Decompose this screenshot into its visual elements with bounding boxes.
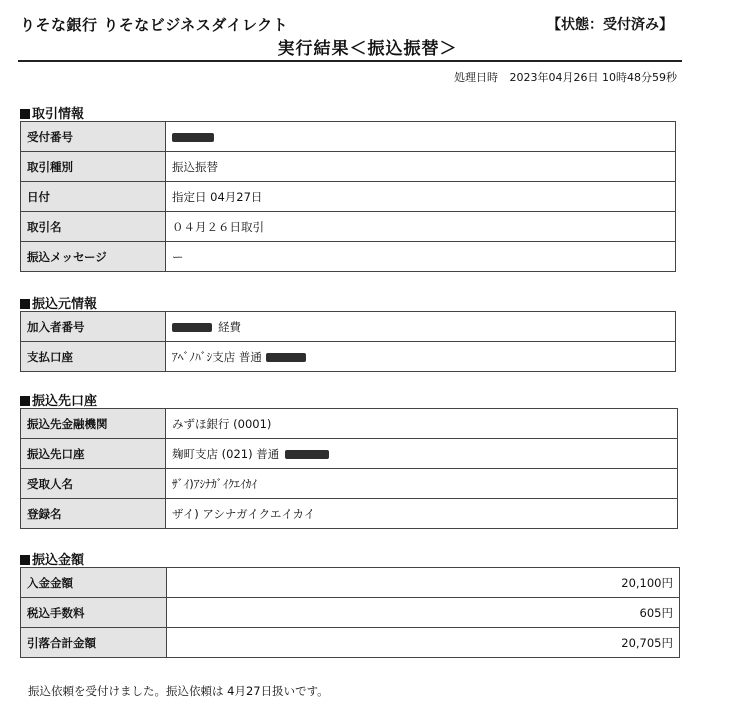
section-heading-destination: 振込先口座 (20, 390, 97, 409)
row-value: 605円 (167, 598, 680, 628)
processed-datetime (446, 69, 677, 85)
square-bullet-icon (20, 396, 30, 406)
processed-label: 処理日時 (454, 71, 499, 84)
table-row (21, 312, 676, 342)
row-label: 加入者番号 (21, 312, 166, 342)
subscriber-number-value: 経費 (166, 312, 676, 342)
destination-account-value: 麹町支店 (021) 普通 (166, 439, 678, 469)
row-value: 20,705円 (167, 628, 680, 658)
redacted-block (266, 353, 306, 362)
row-label: 振込先口座 (21, 439, 166, 469)
row-value: ０４月２６日取引 (166, 212, 676, 242)
table-row (21, 182, 676, 212)
table-row (21, 152, 676, 182)
destination-table (20, 408, 678, 529)
row-label: 受取人名 (21, 469, 166, 499)
row-value: ー (166, 242, 676, 272)
row-label: 取引名 (21, 212, 166, 242)
source-table (20, 311, 676, 372)
table-row (21, 439, 678, 469)
status-badge: 【状態：受付済み】 (547, 17, 673, 33)
row-label: 日付 (21, 182, 166, 212)
square-bullet-icon (20, 299, 30, 309)
row-label: 税込手数料 (21, 598, 167, 628)
row-value: 20,100円 (167, 568, 680, 598)
title-divider (18, 60, 682, 62)
section-heading-amount: 振込金額 (20, 549, 84, 568)
row-label: 登録名 (21, 499, 166, 529)
row-label: 振込先金融機関 (21, 409, 166, 439)
transaction-table (20, 121, 676, 272)
table-row (21, 568, 680, 598)
table-row (21, 598, 680, 628)
redacted-block (172, 133, 214, 142)
table-row (21, 242, 676, 272)
square-bullet-icon (20, 555, 30, 565)
table-row (21, 409, 678, 439)
row-value: 指定日 04月27日 (166, 182, 676, 212)
row-label: 引落合計金額 (21, 628, 167, 658)
row-label: 受付番号 (21, 122, 166, 152)
redacted-block (285, 450, 329, 459)
row-label: 入金金額 (21, 568, 167, 598)
redacted-block (172, 323, 212, 332)
row-value: ザイ) アシナガイクエイカイ (166, 499, 678, 529)
row-label: 振込メッセージ (21, 242, 166, 272)
table-row (21, 342, 676, 372)
receipt-number-value (166, 122, 676, 152)
table-row (21, 469, 678, 499)
row-value: みずほ銀行 (0001) (166, 409, 678, 439)
row-label: 支払口座 (21, 342, 166, 372)
processed-value: 2023年04月26日 10時48分59秒 (509, 71, 677, 84)
amount-table (20, 567, 680, 658)
row-label: 取引種別 (21, 152, 166, 182)
bank-name: りそな銀行 りそなビジネスダイレクト (20, 16, 289, 34)
table-row (21, 499, 678, 529)
payment-account-value: ｱﾍﾞﾉﾊﾞｼ支店 普通 (166, 342, 676, 372)
row-value: ｻﾞｲ)ｱｼﾅｶﾞｲｸｴｲｶｲ (166, 469, 678, 499)
page-title: 実行結果＜振込振替＞ (277, 39, 458, 59)
table-row (21, 212, 676, 242)
square-bullet-icon (20, 109, 30, 119)
table-row (21, 122, 676, 152)
section-heading-source: 振込元情報 (20, 293, 97, 312)
table-row (21, 628, 680, 658)
footer-message: 振込依頼を受付けました。振込依頼は 4月27日扱いです。 (28, 684, 329, 698)
section-heading-transaction: 取引情報 (20, 103, 84, 122)
row-value: 振込振替 (166, 152, 676, 182)
